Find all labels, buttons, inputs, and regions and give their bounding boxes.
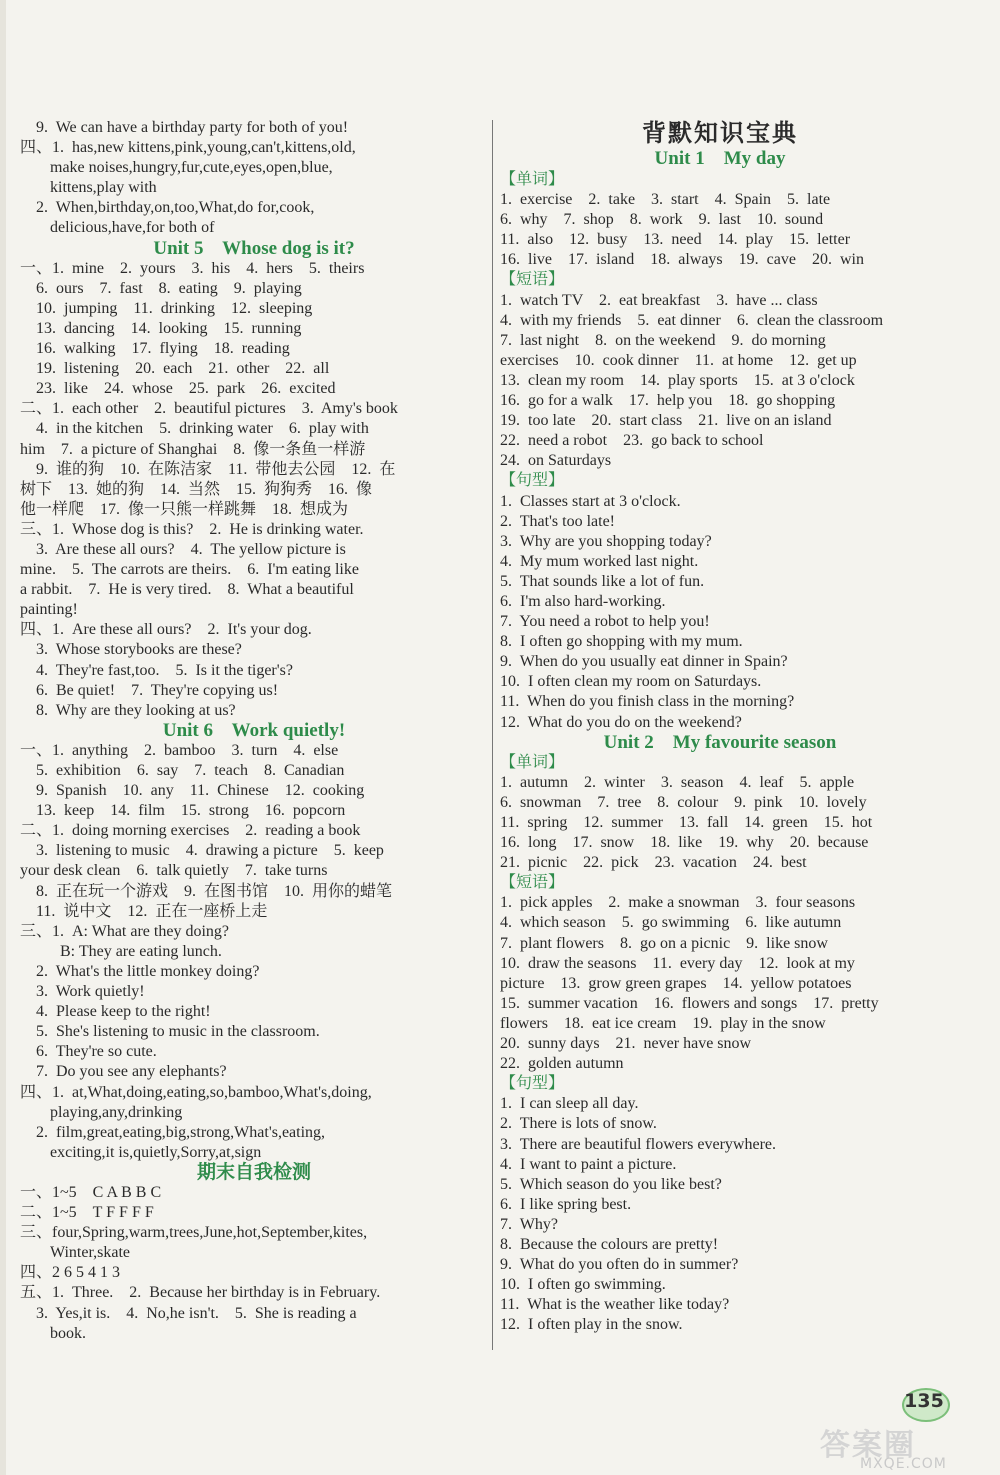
answer-line: 4. My mum worked last night. <box>500 552 699 570</box>
answer-line: 20. sunny days 21. never have snow <box>500 1035 752 1053</box>
answer-line: 11. 说中文 12. 正在一座桥上走 <box>20 902 268 920</box>
answer-line: 6. why 7. shop 8. work 9. last 10. sound <box>500 211 824 229</box>
answer-line: 9. What do you often do in summer? <box>500 1256 739 1274</box>
answer-line: 22. golden autumn <box>500 1055 624 1073</box>
answer-line: 3. Work quietly! <box>20 983 145 1001</box>
answer-line: 二、1. each other 2. beautiful pictures 3. Amy's book <box>20 400 398 418</box>
watermark-logo <box>820 1420 990 1470</box>
answer-line: 6. Be quiet! 7. They're copying us! <box>20 681 279 699</box>
answer-line: 1. pick apples 2. make a snowman 3. four seasons <box>500 894 856 912</box>
section-heading: Unit 5 Whose dog is it? <box>153 237 355 259</box>
section-heading: Unit 6 Work quietly! <box>162 719 346 741</box>
answer-line: 2. film,great,eating,big,strong,What's,eating, <box>20 1123 326 1141</box>
answer-line: 2. There is lots of snow. <box>500 1115 657 1133</box>
answer-line: 4. in the kitchen 5. drinking water 6. play with <box>20 420 369 438</box>
answer-line: 3. Are these all ours? 4. The yellow picture is <box>20 540 346 558</box>
right-body <box>500 170 940 1335</box>
answer-line: 1. I can sleep all day. <box>500 1095 639 1113</box>
answer-line: 10. draw the seasons 11. every day 12. look at my <box>500 954 855 972</box>
column-divider <box>492 120 493 1350</box>
answer-line: picture 13. grow green grapes 14. yellow potatoes <box>500 974 852 992</box>
answer-line: 7. Why? <box>500 1215 558 1233</box>
answer-line: 13. dancing 14. looking 15. running <box>20 319 302 337</box>
answer-line: 16. walking 17. flying 18. reading <box>20 340 290 358</box>
section-heading: 期末自我检测 <box>196 1161 311 1183</box>
answer-line: 3. Why are you shopping today? <box>500 532 712 550</box>
answer-line: him 7. a picture of Shanghai 8. 像一条鱼一样游 <box>20 440 366 458</box>
answer-line: 15. summer vacation 16. flowers and songs 17. pretty <box>500 994 879 1012</box>
answer-line: 2. That's too late! <box>500 512 616 530</box>
watermark-top: 答案圈 <box>820 1428 916 1463</box>
answer-line: 一、1. anything 2. bamboo 3. turn 4. else <box>20 741 339 759</box>
answer-line: 16. live 17. island 18. always 19. cave 20. win <box>500 251 864 269</box>
answer-line: 10. I often clean my room on Saturdays. <box>500 673 762 691</box>
answer-line: 三、four,Spring,warm,trees,June,hot,September,kites, <box>20 1224 368 1242</box>
answer-line: 3. listening to music 4. drawing a picture 5. keep <box>20 842 384 860</box>
answer-line: playing,any,drinking <box>50 1103 183 1121</box>
answer-line: 4. which season 5. go swimming 6. like autumn <box>500 914 842 932</box>
answer-line: 16. long 17. snow 18. like 19. why 20. because <box>500 834 869 852</box>
answer-line: mine. 5. The carrots are theirs. 6. I'm eating like <box>20 561 359 579</box>
answer-line: 5. Which season do you like best? <box>500 1175 722 1193</box>
knowledge-title: 背默知识宝典 <box>642 119 798 147</box>
answer-line: 6. ours 7. fast 8. eating 9. playing <box>20 279 302 297</box>
answer-line: 一、1~5 C A B B C <box>20 1183 162 1201</box>
answer-line: 23. like 24. whose 25. park 26. excited <box>20 380 336 398</box>
answer-line: 1. watch TV 2. eat breakfast 3. have ... class <box>500 291 818 309</box>
answer-line: exciting,it is,quietly,Sorry,at,sign <box>50 1143 262 1161</box>
answer-line: 10. jumping 11. drinking 12. sleeping <box>20 299 313 317</box>
page-edge <box>0 0 6 1475</box>
answer-line: 7. last night 8. on the weekend 9. do morning <box>500 331 826 349</box>
answer-line: 四、1. at,What,doing,eating,so,bamboo,What's,doing, <box>20 1083 372 1101</box>
answer-line: 12. What do you do on the weekend? <box>500 713 742 731</box>
answer-line: 1. exercise 2. take 3. start 4. Spain 5. late <box>500 191 831 209</box>
answer-line: Winter,skate <box>50 1244 131 1262</box>
answer-line: 五、1. Three. 2. Because her birthday is in February. <box>20 1284 381 1302</box>
answer-line: 3. There are beautiful flowers everywhere. <box>500 1135 777 1153</box>
answer-line: 5. exhibition 6. say 7. teach 8. Canadian <box>20 762 345 779</box>
answer-line: 四、1. has,new kittens,pink,young,can't,kittens,old, <box>20 139 356 157</box>
answer-line: 二、1~5 T F F F F <box>20 1204 154 1222</box>
answer-line: 二、1. doing morning exercises 2. reading a book <box>20 822 361 840</box>
right-knowledge-column <box>500 118 940 1335</box>
answer-line: 11. spring 12. summer 13. fall 14. green 15. hot <box>500 814 873 831</box>
answer-line: 三、1. Whose dog is this? 2. He is drinking water. <box>20 520 364 538</box>
answer-line: exercises 10. cook dinner 11. at home 12. get up <box>500 351 857 369</box>
answer-line: 9. We can have a birthday party for both of you! <box>20 119 349 136</box>
page-number-badge <box>896 1384 956 1424</box>
answer-line: 13. keep 14. film 15. strong 16. popcorn <box>20 802 346 820</box>
answer-line: kittens,play with <box>50 179 157 197</box>
answer-line: 3. Yes,it is. 4. No,he isn't. 5. She is reading a <box>20 1304 357 1322</box>
answer-line: 7. plant flowers 8. go on a picnic 9. like snow <box>500 934 828 952</box>
left-answer-column <box>20 118 488 1344</box>
answer-line: 三、1. A: What are they doing? <box>20 922 229 940</box>
answer-line: 6. snowman 7. tree 8. colour 9. pink 10. lovely <box>500 793 867 811</box>
unit1-heading: Unit 1 My day <box>654 148 786 169</box>
answer-line: make noises,hungry,fur,cute,eyes,open,blue, <box>50 159 333 177</box>
answer-line: 8. 正在玩一个游戏 9. 在图书馆 10. 用你的蜡笔 <box>20 882 393 900</box>
answer-line: 1. autumn 2. winter 3. season 4. leaf 5. apple <box>500 773 855 791</box>
category-tag: 【单词】 <box>500 171 565 188</box>
answer-line: 一、1. mine 2. yours 3. his 4. hers 5. theirs <box>20 259 365 277</box>
category-tag: 【单词】 <box>500 753 565 771</box>
answer-line: 他一样爬 17. 像一只熊一样跳舞 18. 想成为 <box>20 500 349 518</box>
answer-line: 11. also 12. busy 13. need 14. play 15. letter <box>500 231 851 249</box>
answer-line: 树下 13. 她的狗 14. 当然 15. 狗狗秀 16. 像 <box>20 480 373 498</box>
answer-line: 8. Because the colours are pretty! <box>500 1235 719 1253</box>
answer-line: 19. too late 20. start class 21. live on an island <box>500 412 832 430</box>
answer-line: 22. need a robot 23. go back to school <box>500 432 764 450</box>
answer-line: 8. Why are they looking at us? <box>20 701 236 719</box>
answer-line: 2. When,birthday,on,too,What,do for,cook, <box>20 199 315 217</box>
category-tag: 【句型】 <box>500 472 565 490</box>
answer-line: a rabbit. 7. He is very tired. 8. What a beautiful <box>20 581 354 599</box>
answer-line: 9. 谁的狗 10. 在陈洁家 11. 带他去公园 12. 在 <box>20 460 396 478</box>
answer-line: 7. Do you see any elephants? <box>20 1063 227 1081</box>
category-tag: 【短语】 <box>500 874 565 892</box>
answer-line: 2. What's the little monkey doing? <box>20 962 260 980</box>
answer-line: your desk clean 6. talk quietly 7. take turns <box>20 862 328 880</box>
answer-line: 10. I often go swimming. <box>500 1276 666 1294</box>
answer-line: 6. They're so cute. <box>20 1043 157 1061</box>
answer-line: painting! <box>20 601 78 619</box>
answer-line: 9. When do you usually eat dinner in Spain? <box>500 653 788 671</box>
answer-line: 3. Whose storybooks are these? <box>20 641 242 659</box>
answer-line: B: They are eating lunch. <box>20 942 222 960</box>
answer-line: 8. I often go shopping with my mum. <box>500 633 743 651</box>
answer-line: 19. listening 20. each 21. other 22. all <box>20 360 330 378</box>
answer-line: 四、2 6 5 4 1 3 <box>20 1264 121 1282</box>
answer-line: 四、1. Are these all ours? 2. It's your dog. <box>20 621 312 639</box>
answer-line: 5. That sounds like a lot of fun. <box>500 572 705 590</box>
answer-line: 4. They're fast,too. 5. Is it the tiger's? <box>20 661 293 679</box>
answer-line: 4. with my friends 5. eat dinner 6. clean the classroom <box>500 311 884 329</box>
answer-line: 16. go for a walk 17. help you 18. go shopping <box>500 392 836 410</box>
answer-line: book. <box>50 1324 86 1342</box>
answer-line: 24. on Saturdays <box>500 452 612 470</box>
answer-line: 13. clean my room 14. play sports 15. at 3 o'clock <box>500 371 855 389</box>
answer-line: 7. You need a robot to help you! <box>500 613 710 631</box>
answer-line: 4. Please keep to the right! <box>20 1003 211 1021</box>
answer-line: 6. I'm also hard-working. <box>500 592 666 610</box>
answer-line: 11. When do you finish class in the morning? <box>500 693 795 711</box>
answer-line: flowers 18. eat ice cream 19. play in the snow <box>500 1014 826 1032</box>
answer-line: delicious,have,for both of <box>50 219 215 237</box>
category-tag: 【句型】 <box>500 1075 565 1093</box>
answer-line: 12. I often play in the snow. <box>500 1316 683 1334</box>
answer-line: 5. She's listening to music in the classroom. <box>20 1023 320 1041</box>
answer-line: 6. I like spring best. <box>500 1195 632 1213</box>
answer-line: 11. What is the weather like today? <box>500 1296 730 1314</box>
section-heading: Unit 2 My favourite season <box>603 731 837 753</box>
category-tag: 【短语】 <box>500 271 565 289</box>
watermark-bottom: MXQE.COM <box>860 1456 947 1472</box>
answer-line: 9. Spanish 10. any 11. Chinese 12. cooking <box>20 782 365 800</box>
answer-line: 1. Classes start at 3 o'clock. <box>500 492 681 510</box>
page-number: 135 <box>904 1390 944 1412</box>
answer-line: 4. I want to paint a picture. <box>500 1155 677 1173</box>
answer-line: 21. picnic 22. pick 23. vacation 24. best <box>500 854 807 872</box>
